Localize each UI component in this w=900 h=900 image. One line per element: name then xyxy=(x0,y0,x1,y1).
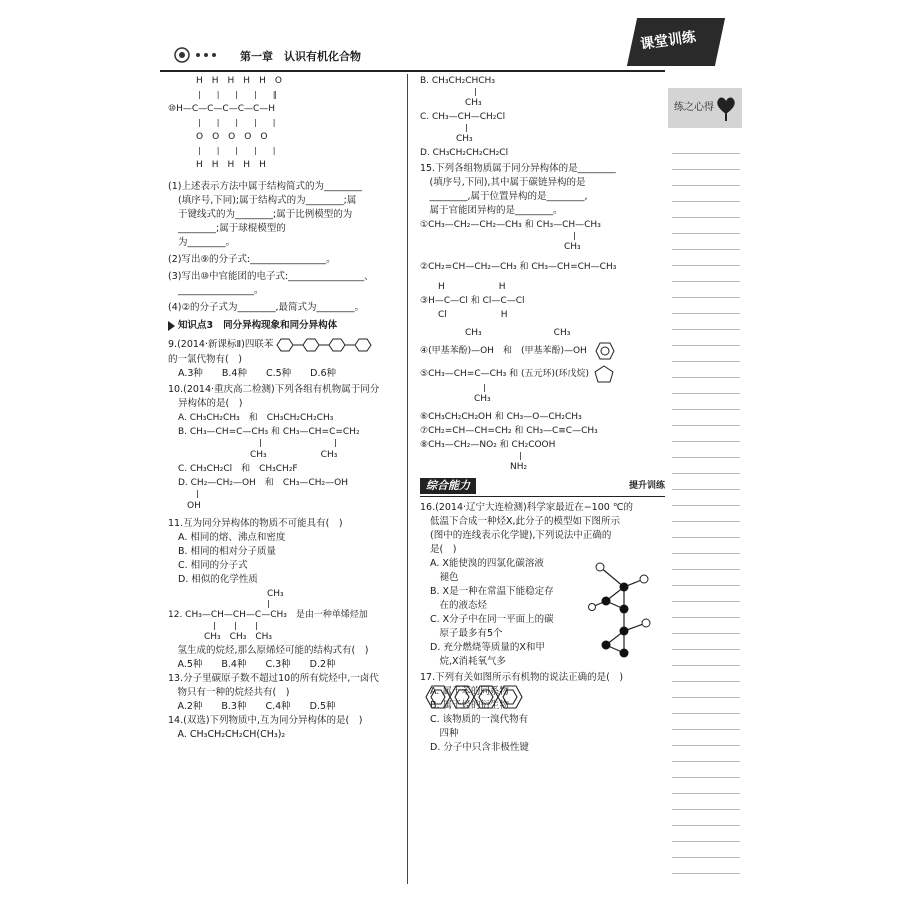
question-13 xyxy=(168,672,400,714)
q9-line-2: 的一氯代物有( ) xyxy=(168,354,242,365)
mol10-oxygen-row: O O O O O xyxy=(196,132,268,142)
q13-line: 物只有一种的烷烃共有( ) xyxy=(168,687,290,698)
mol10-bond-row-3: | | | | | xyxy=(174,146,276,155)
q8-line: (2)写出⑨的分子式:________________。 xyxy=(168,254,336,265)
section-3-header xyxy=(168,319,400,333)
q14-option: D. CH₃CH₂CH₂CH₂Cl xyxy=(420,148,509,158)
q14-option: C. CH₃—CH—CH₂Cl xyxy=(420,112,506,122)
q8-line: 于键线式的为________;属于比例模型的为 xyxy=(178,209,353,220)
q10-option: OH xyxy=(178,501,201,511)
q12-line: CH₃ CH₃ CH₃ xyxy=(168,632,272,642)
q13-line: A.2种 B.3种 C.4种 D.5种 xyxy=(168,701,336,712)
triangle-marker-icon xyxy=(168,321,175,331)
section-3-label: 知识点3 xyxy=(178,320,214,331)
q17-option: B. 属于烃的衍生物 xyxy=(430,700,510,711)
q12-line: | xyxy=(168,600,271,608)
q12-line: CH₃ xyxy=(168,589,284,599)
question-15 xyxy=(420,162,665,474)
ability-section-header xyxy=(420,478,665,497)
notes-sidebar xyxy=(668,88,742,888)
q15-pair: CH₃ xyxy=(420,242,581,252)
q11-option: A. 相同的熔、沸点和密度 xyxy=(178,532,286,543)
q15-line: (填序号,下同),其中属于碳链异构的是 xyxy=(420,177,586,188)
q14-option: | xyxy=(420,88,478,96)
q10-option: CH₃ CH₃ xyxy=(178,450,338,460)
cyclopentane-icon xyxy=(593,364,615,384)
q15-pair: Cl H xyxy=(420,310,508,320)
q9-line xyxy=(168,337,400,353)
q12-line: 氢生成的烷烃,那么原烯烃可能的结构式有( ) xyxy=(168,645,369,656)
q13-line: 13.分子里碳原子数不超过10的所有烷烃中,一卤代 xyxy=(168,673,379,684)
q15-pair: ④(甲基苯酚)—OH 和 (甲基苯酚)—OH xyxy=(420,346,587,356)
q16-line: (图中的连线表示化学键),下列说法中正确的 xyxy=(430,530,612,541)
phenol-ring-icon xyxy=(593,340,617,362)
q11-option: C. 相同的分子式 xyxy=(178,560,248,571)
q15-pair: H H xyxy=(420,282,506,292)
heart-tree-icon xyxy=(714,94,738,122)
section-3-title: 同分异构现象和同分异构体 xyxy=(223,320,338,331)
mol10-bottom-row: H H H H H xyxy=(196,160,266,170)
q17-option: A. 属于苯的同系物 xyxy=(430,686,509,697)
brand-logo-text: 课堂训练 xyxy=(639,29,697,53)
q15-pair-4 xyxy=(420,340,665,362)
q12-line: 12. CH₃—CH—CH—C—CH₃ 是由一种单烯烃加 xyxy=(168,610,368,620)
q16-option: B. X是一种在常温下能稳定存 xyxy=(430,586,554,597)
q15-pair: ②CH₂=CH—CH₂—CH₃ 和 CH₃—CH=CH—CH₃ xyxy=(420,262,617,272)
q14-option: CH₃ xyxy=(420,98,482,108)
q15-pair: ⑦CH₂=CH—CH=CH₂ 和 CH₃—C≡C—CH₃ xyxy=(420,426,598,436)
q17-line: 17.下列有关如图所示有机物的说法正确的是( ) xyxy=(420,672,624,683)
q17-option: 四种 xyxy=(430,728,459,739)
q16-option: 原子最多有5个 xyxy=(430,628,503,639)
fused-hexagon-structure-icon xyxy=(422,683,526,711)
q15-line: ________,属于位置异构的是________, xyxy=(420,191,588,202)
q15-pair: | xyxy=(420,452,523,460)
q15-pair: ⑤CH₃—CH=C—CH₃ 和 (五元环)(环戊烷) xyxy=(420,369,590,379)
q15-line: 属于官能团异构的是________。 xyxy=(420,205,563,216)
q10-option: B. CH₃—CH=C—CH₃ 和 CH₃—CH=C=CH₂ xyxy=(178,427,360,437)
mol10-bond-row-2: | | | | | xyxy=(174,118,276,127)
mol10-main-chain: ⑩H—C—C—C—C—C—H xyxy=(168,104,276,114)
q16-line: 16.(2014·辽宁大连检测)科学家最近在−100 ℃的 xyxy=(420,502,633,513)
q14-option: B. CH₃CH₂CHCH₃ xyxy=(420,76,495,86)
q8-line: (3)写出⑩中官能团的电子式:________________、 xyxy=(168,271,374,282)
q14-remaining-options xyxy=(420,74,665,160)
column-divider xyxy=(407,74,408,884)
q10-option: | xyxy=(178,490,200,499)
page-header xyxy=(160,40,665,72)
mol10-bond-row: | | | | ‖ xyxy=(174,90,277,99)
question-8-parts xyxy=(168,180,400,315)
left-column xyxy=(168,74,400,742)
molecule-x-model-icon xyxy=(588,557,660,663)
q17-option: C. 该物质的一溴代物有 xyxy=(430,714,529,725)
q15-pair: CH₃ xyxy=(420,394,491,404)
q15-pair: CH₃ CH₃ xyxy=(420,328,571,338)
q15-pair-5 xyxy=(420,364,665,384)
q15-pair: | xyxy=(420,232,577,240)
q16-option: D. 充分燃烧等质量的X和甲 xyxy=(430,642,545,653)
note-lines xyxy=(672,138,740,888)
q16-option: 烷,X消耗氧气多 xyxy=(430,656,507,667)
q16-option: 褪色 xyxy=(430,572,459,583)
q10-line: 异构体的是( ) xyxy=(178,398,243,409)
right-column xyxy=(420,74,665,755)
q10-option: D. CH₂—CH₂—OH 和 CH₃—CH₂—OH xyxy=(178,478,348,488)
q15-pair: ⑧CH₃—CH₂—NO₂ 和 CH₂COOH xyxy=(420,440,556,450)
q14-option: CH₃ xyxy=(420,134,473,144)
q16-option: A. X能使溴的四氯化碳溶液 xyxy=(430,558,544,569)
q11-line: 11.互为同分异构体的物质不可能具有( ) xyxy=(168,518,343,529)
q15-pair: NH₂ xyxy=(420,462,528,472)
q16-line: 是( ) xyxy=(430,544,457,555)
q12-line: A.5种 B.4种 C.3种 D.2种 xyxy=(168,659,336,670)
q15-pair: ①CH₃—CH₂—CH₂—CH₃ 和 CH₃—CH—CH₃ xyxy=(420,220,601,230)
q16-option: 在的液态烃 xyxy=(430,600,488,611)
decorative-dots-icon xyxy=(172,44,232,66)
ability-section-title: 综合能力 xyxy=(420,478,476,494)
q17-option: D. 分子中只含非极性键 xyxy=(430,742,529,753)
question-11 xyxy=(168,517,400,587)
q11-option: D. 相似的化学性质 xyxy=(178,574,258,585)
q10-options xyxy=(168,411,400,513)
q8-line: ________________。 xyxy=(178,285,264,296)
q15-pair: ⑥CH₃CH₂CH₂OH 和 CH₃—O—CH₂CH₃ xyxy=(420,412,582,422)
q10-line: 10.(2014·重庆高二检测)下列各组有机物属于同分 xyxy=(168,384,380,395)
q8-line: (填序号,下同);属于结构式的为________;属 xyxy=(178,195,357,206)
q15-line: 15.下列各组物质属于同分异构体的是________ xyxy=(420,163,616,174)
q15-pair: ③H—C—Cl 和 Cl—C—Cl xyxy=(420,296,525,306)
q11-option: B. 相同的相对分子质量 xyxy=(178,546,277,557)
quaterphenyl-structure-icon xyxy=(273,337,381,353)
q12-line: | | | xyxy=(168,622,259,630)
q10-option: A. CH₃CH₂CH₃ 和 CH₃CH₂CH₂CH₃ xyxy=(178,413,334,423)
q8-line: ________;属于球棍模型的 xyxy=(178,223,286,234)
q8-line: (1)上述表示方法中属于结构简式的为________ xyxy=(168,181,362,192)
q8-line: (4)②的分子式为________,最简式为________。 xyxy=(168,302,364,313)
q8-line: 为________。 xyxy=(178,237,236,248)
q14-option: | xyxy=(420,124,469,132)
q10-option: C. CH₃CH₂Cl 和 CH₃CH₂F xyxy=(178,464,298,474)
q10-option: | | xyxy=(178,439,338,448)
chapter-title: 第一章 认识有机化合物 xyxy=(240,50,361,63)
q16-line: 低温下合成一种烃X,此分子的模型如下图所示 xyxy=(430,516,621,527)
notes-title: 练之心得 xyxy=(668,88,742,128)
q9-text: 9.(2014·新课标Ⅱ)四联苯 xyxy=(168,339,274,350)
mol10-top-row: H H H H H O xyxy=(196,76,282,86)
q16-option: C. X分子中在同一平面上的碳 xyxy=(430,614,554,625)
question-14 xyxy=(168,714,400,742)
q14-line: 14.(双选)下列物质中,互为同分异构体的是( ) xyxy=(168,715,363,726)
q14-line: A. CH₃CH₂CH₂CH(CH₃)₂ xyxy=(168,729,286,740)
q9-options: A.3种 B.4种 C.5种 D.6种 xyxy=(178,368,337,379)
question-17 xyxy=(420,671,665,755)
question-12 xyxy=(168,589,400,672)
ability-section-subtitle: 提升训练 xyxy=(628,481,665,491)
question-16 xyxy=(420,501,665,669)
q15-pair: | xyxy=(420,384,487,392)
